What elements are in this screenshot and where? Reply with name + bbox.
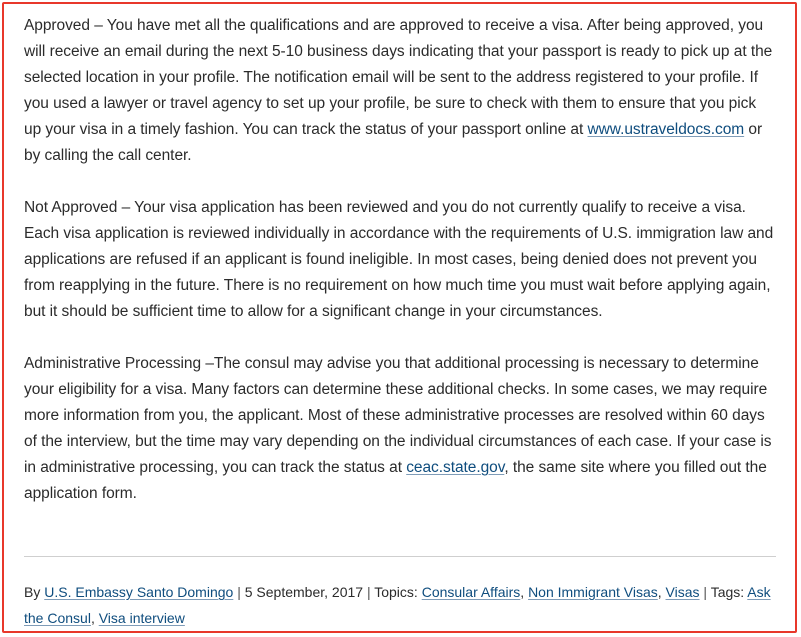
admin-processing-text: Administrative Processing –The consul may advise you that additional processing is necessary to determine your eligibility for a visa. Many factors can determine these additional checks. In some cases, we may require more information from you, the applicant. Most of these administrative processes are resolved within 60 days of the interview, but the time may vary depending on the individual circumstances of each case. If your case is in administrative processing, you can track the status at bbox=[24, 355, 772, 476]
meta-separator: | bbox=[699, 584, 711, 600]
paragraph-not-approved bbox=[24, 195, 776, 325]
ceac-link[interactable]: ceac.state.gov bbox=[406, 459, 505, 476]
ustraveldocs-link[interactable]: www.ustraveldocs.com bbox=[587, 121, 745, 138]
admin-processing-text-end: , the same site where you filled out the application form. bbox=[24, 459, 767, 502]
paragraph-admin-processing bbox=[24, 351, 776, 507]
meta-separator: | bbox=[363, 584, 375, 600]
topic-link-non-immigrant-visas[interactable]: Non Immigrant Visas bbox=[528, 584, 658, 600]
not-approved-text: Not Approved – Your visa application has been reviewed and you do not currently qualify to receive a visa. Each visa application is reviewed individually in accordance with the requirements of U.S. immigration law and applications are refused if an applicant is found ineligible. In most cases, being denied does not prevent you from reapplying in the future. There is no requirement on how much time you must wait before applying again, but it should be sufficient time to allow for a significant change in your circumstances. bbox=[24, 199, 774, 320]
list-separator: , bbox=[520, 584, 529, 600]
tag-link-visa-interview[interactable]: Visa interview bbox=[98, 610, 185, 626]
article-body bbox=[24, 13, 776, 507]
meta-divider bbox=[24, 556, 776, 557]
author-link[interactable]: U.S. Embassy Santo Domingo bbox=[44, 584, 234, 600]
paragraph-approved bbox=[24, 13, 776, 169]
list-separator: , bbox=[657, 584, 666, 600]
post-meta bbox=[24, 579, 776, 631]
meta-separator: | bbox=[233, 584, 245, 600]
topic-link-consular-affairs[interactable]: Consular Affairs bbox=[421, 584, 521, 600]
tag-link-ask-the-consul[interactable]: Ask the Consul bbox=[24, 584, 771, 626]
topic-link-visas[interactable]: Visas bbox=[665, 584, 700, 600]
topics-label: Topics: bbox=[374, 584, 422, 600]
approved-text-end: or by calling the call center. bbox=[24, 121, 763, 164]
list-separator: , bbox=[90, 610, 99, 626]
approved-text: Approved – You have met all the qualifications and are approved to receive a visa. After being approved, you will receive an email during the next 5-10 business days indicating that your passport is ready to pick up at the selected location in your profile. The notification email will be sent to the address registered to your profile. If you used a lawyer or travel agency to set up your profile, be sure to check with them to ensure that you pick up your visa in a timely fashion. You can track the status of your passport online at bbox=[24, 17, 773, 138]
tags-label: Tags: bbox=[710, 584, 748, 600]
by-label: By bbox=[24, 584, 45, 600]
post-date: 5 September, 2017 bbox=[244, 584, 364, 600]
